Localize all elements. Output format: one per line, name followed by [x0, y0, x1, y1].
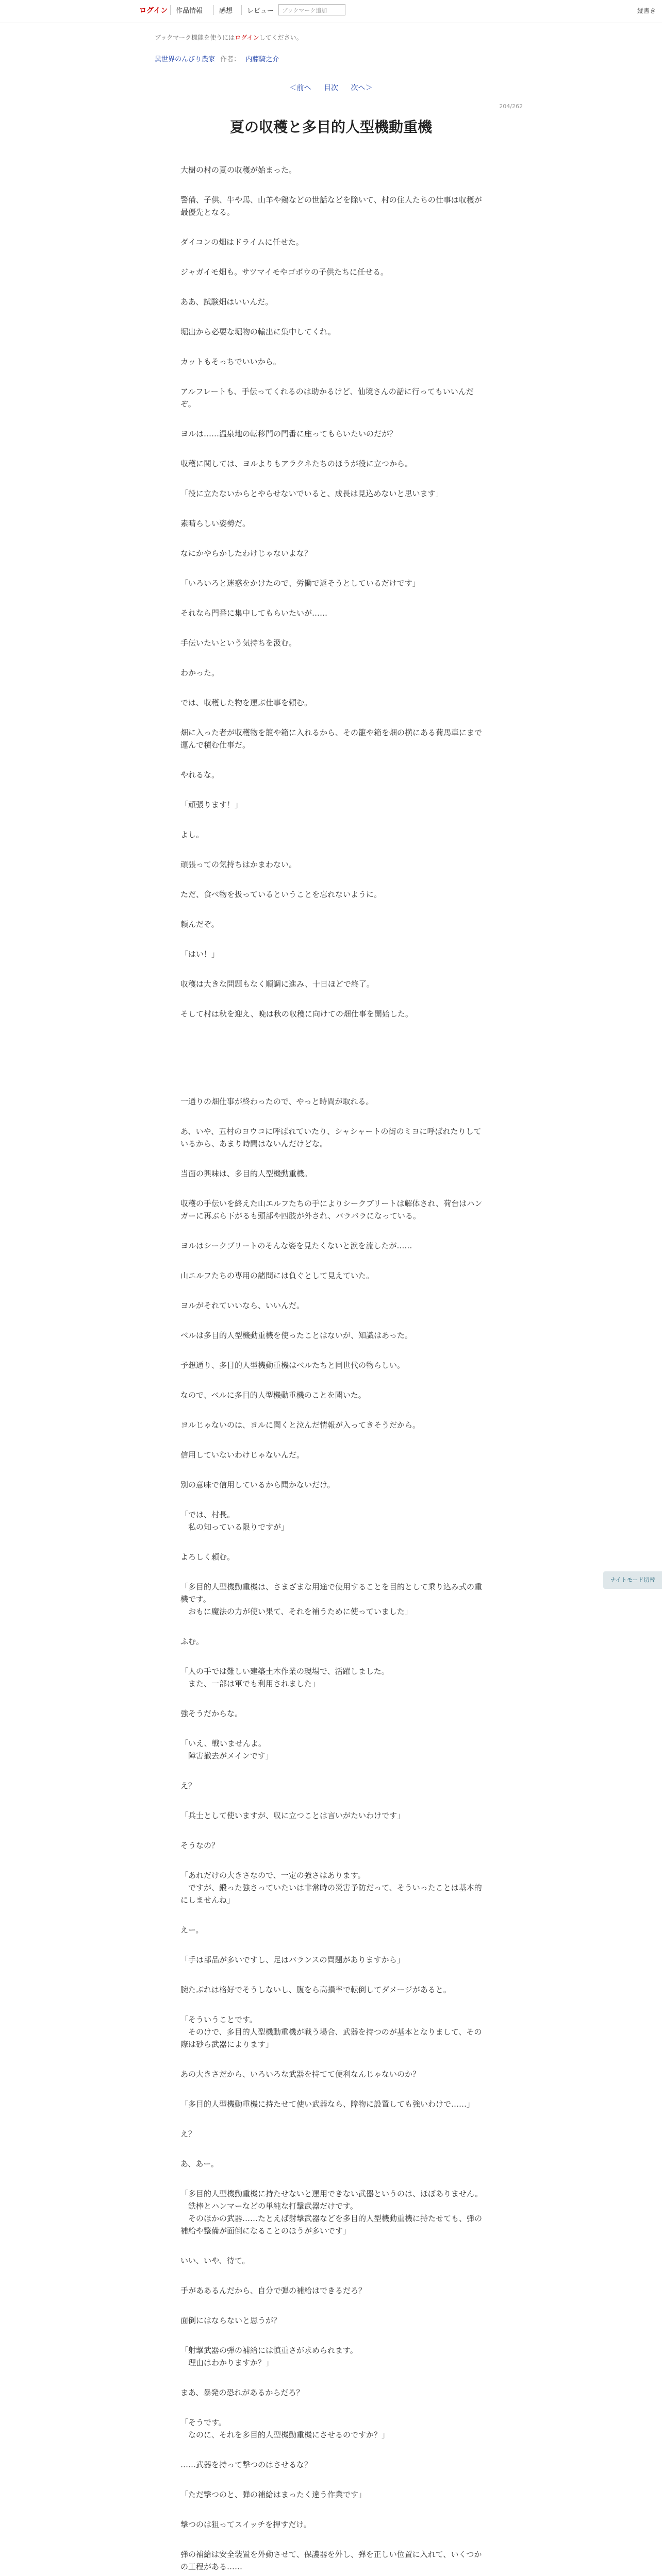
login-button[interactable]: ログイン [139, 7, 168, 15]
body-paragraph: 面倒にはならないと思うが？ [180, 2316, 282, 2325]
body-paragraph: ヨルじゃないのは、ヨルに聞くと泣んだ情報が入ってきそうだから。 [180, 1420, 421, 1430]
body-paragraph: 大樹の村の夏の収穫が始まった。 [180, 165, 297, 175]
body-paragraph: それなら門番に集中してもらいたいが…… [180, 608, 328, 618]
nav-works-info[interactable]: 作品情報 [170, 5, 203, 15]
prev-chapter-link[interactable]: ＜前へ [289, 84, 311, 92]
body-paragraph: 山エルフたちの専用の諸問には負ぐとして見えていた。 [180, 1271, 374, 1280]
body-paragraph: そうなの？ [180, 1841, 220, 1850]
body-paragraph: 「はい！」 [180, 950, 220, 959]
body-paragraph: あ、いや、五村のヨウコに呼ばれていたり、シャシャートの街のミヨに呼ばれたりしているから、あまり時間はないんだけどな。 [180, 1127, 482, 1148]
body-paragraph: 手がああるんだから、自分で弾の補給はできるだろ？ [180, 2286, 367, 2295]
section-break [180, 1038, 485, 1095]
notice-after: してください。 [259, 34, 303, 41]
body-paragraph: ただ、食べ物を扱っているということを忘れないように。 [180, 890, 382, 899]
body-paragraph: 腕たぶれは格好でそうしないし、腹をら高損率で転倒してダメージがあると。 [180, 1985, 451, 1994]
nav-reviews[interactable]: レビュー [241, 5, 274, 15]
body-paragraph: では、収穫した物を運ぶ仕事を頼む。 [180, 698, 312, 707]
author-prefix: 作者： [220, 56, 241, 63]
body-paragraph: ヨルはシークブリートのそんな姿を見たくないと涙を流したが…… [180, 1241, 412, 1250]
author-link[interactable]: 内藤騎之介 [245, 56, 279, 63]
body-paragraph: やれるな。 [180, 770, 220, 779]
body-paragraph: 「手は部品が多いですし、足はバランスの問題がありますから」 [180, 1955, 405, 1964]
body-paragraph: 「あれだけの大きさなので、一定の強さはあります。 ですが、鍛った強さっていたいは非常時の災害予防だって、そういったことは基本的にしませんね」 [180, 1871, 482, 1905]
body-paragraph: そして村は秋を迎え、晩は秋の収穫に向けての畑仕事を開始した。 [180, 1009, 413, 1019]
body-paragraph: 「では、村長。 私の知っている限りですが」 [180, 1510, 289, 1532]
body-paragraph: わかった。 [180, 668, 220, 677]
body-paragraph: 収穫に関しては、ヨルよりもアラクネたちのほうが役に立つから。 [180, 459, 412, 468]
body-paragraph: なにかやらかしたわけじゃないよな？ [180, 549, 312, 558]
nav-impressions[interactable]: 感想 [213, 5, 233, 15]
body-paragraph: 弾の補給は安全装置を外動させて、保護器を外し、弾を正しい位置に入れて、いくつかの工程がある…… [180, 2550, 482, 2571]
body-paragraph: ふむ。 [180, 1637, 204, 1646]
body-paragraph: 「頑張ります！」 [180, 800, 243, 809]
body-paragraph: まあ、暴発の恐れがあるからだろ？ [180, 2388, 304, 2397]
body-paragraph: 当面の興味は、多目的人型機動重機。 [180, 1169, 312, 1178]
body-paragraph: アルフレートも、手伝ってくれるのは助かるけど、仙境さんの話に行ってもいいんだぞ。 [180, 387, 474, 409]
body-paragraph: ああ、試験畑はいいんだ。 [180, 297, 273, 307]
body-paragraph: ヨルがそれていいなら、いいんだ。 [180, 1301, 305, 1310]
body-paragraph: ……武器を持って撃つのはさせるな？ [180, 2460, 312, 2469]
body-paragraph: 予想通り、多目的人型機動重機はベルたちと同世代の物らしい。 [180, 1361, 405, 1370]
chapter-title: 夏の収穫と多目的人型機動重機 [229, 118, 432, 135]
toc-link[interactable]: 目次 [324, 84, 338, 92]
body-paragraph: 頑張っての気持ちはかまわない。 [180, 860, 297, 869]
body-paragraph: 「役に立たないからとやらせないでいると、成長は見込めないと思います」 [180, 489, 443, 498]
body-paragraph: 素晴らしい姿勢だ。 [180, 519, 251, 528]
body-paragraph: カットもそっちでいいから。 [180, 357, 281, 366]
body-paragraph: 「そうです。 なのに、それを多目的人型機動重機にさせるのですか？」 [180, 2418, 390, 2439]
body-paragraph: 別の意味で信用しているから聞かないだけ。 [180, 1480, 335, 1489]
body-paragraph: 「兵士として使いますが、収に立つことは言いがたいわけです」 [180, 1811, 405, 1820]
notice-login-link[interactable]: ログイン [235, 34, 259, 41]
bookmark-add-box[interactable]: ブックマーク追加 [278, 4, 345, 15]
body-paragraph: 「ただ撃つのと、弾の補給はまったく違う作業です」 [180, 2490, 367, 2499]
body-paragraph: 「多目的人型機動重機に持たせないと運用できない武器というのは、ほぼありません。 鉄棒とハンマーなどの単純な打撃武器だけです。 そのほかの武器……たとえば射撃武器などを多目的人型機動重機に持たせても、弾の補給や整備が面倒になることのほうが多いです」 [180, 2189, 483, 2235]
body-paragraph: 収穫は大きな問題もなく順調に進み、十日ほどで終了。 [180, 979, 374, 989]
body-paragraph: 「いろいろと迷惑をかけたので、労働で返そうとしているだけです」 [180, 579, 420, 588]
body-paragraph: 「射撃武器の弾の補給には慎重さが求められます。 理由はわかりますか？」 [180, 2346, 358, 2367]
body-paragraph: えー。 [180, 1925, 204, 1935]
body-paragraph: いい、いや、待て。 [180, 2256, 250, 2265]
body-paragraph: ベルは多目的人型機動重機を使ったことはないが、知識はあった。 [180, 1331, 412, 1340]
body-paragraph: 「多目的人型機動重機に持たせて使い武器なら、障物に設置しても強いわけで……」 [180, 2099, 475, 2109]
body-paragraph: あ、あー。 [180, 2159, 219, 2168]
body-paragraph: ジャガイモ畑も。サツマイモやゴボウの子供たちに任せる。 [180, 267, 389, 277]
bookmark-notice [155, 33, 303, 42]
series-link[interactable]: 異世界のんびり農家 [155, 56, 216, 63]
body-paragraph: 撃つのは狙ってスイッチを押すだけ。 [180, 2520, 311, 2529]
body-paragraph: よし。 [180, 830, 204, 839]
chapter-pager [0, 82, 662, 93]
body-paragraph: 堀出から必要な堀物の輸出に集中してくれ。 [180, 327, 336, 336]
body-paragraph: え？ [180, 2129, 196, 2139]
body-paragraph: 畑に入った者が収穫物を籠や箱に入れるから、その籠や箱を畑の横にある荷馬車にまで運んで積む仕事だ。 [180, 728, 483, 750]
body-paragraph: ダイコンの畑はドライムに任せた。 [180, 238, 304, 247]
body-paragraph: よろしく頼む。 [180, 1552, 235, 1562]
notice-before: ブックマーク機能を使うには [155, 34, 235, 41]
body-paragraph: ヨルは……温泉地の転移門の門番に座ってもらいたいのだが？ [180, 429, 398, 438]
vertical-writing-link[interactable]: 縦書き [637, 7, 656, 14]
body-paragraph: 警備、子供、牛や馬、山羊や鶏などの世話などを除いて、村の住人たちの仕事は収穫が最優先となる。 [180, 195, 482, 217]
body-paragraph: なので、ベルに多目的人型機動重機のことを聞いた。 [180, 1391, 366, 1400]
breadcrumb [155, 54, 282, 63]
body-paragraph: 強そうだからな。 [180, 1709, 243, 1718]
top-bar [0, 0, 662, 23]
body-paragraph: 収穫の手伝いを終えた山エルフたちの手によりシークブリートは解体され、荷台はハンガーに再ぶら下がるも頭部や四肢が外され、バラバラになっている。 [180, 1199, 483, 1221]
body-paragraph: 「そういうことです。 そのけで、多目的人型機動重機が戦う場合、武器を持つのが基本となりまして、その際は砂ら武器によります」 [180, 2015, 482, 2049]
body-paragraph: 信用していないわけじゃないんだ。 [180, 1450, 305, 1460]
chapter-body [180, 164, 485, 2576]
body-paragraph: 頼んだぞ。 [180, 920, 219, 929]
body-paragraph: あの大きさだから、いろいろな武器を持てて便利なんじゃないのか？ [180, 2070, 421, 2079]
night-mode-button[interactable]: ナイトモード切替 [603, 1571, 662, 1589]
body-paragraph: え？ [180, 1781, 196, 1790]
body-paragraph: 一通りの畑仕事が終わったので、やっと時間が取れる。 [180, 1097, 374, 1106]
body-paragraph: 「いえ、戦いませんよ。 障害撤去がメインです」 [180, 1739, 273, 1760]
page-number: 204/262 [499, 103, 523, 110]
body-paragraph: 手伝いたいという気持ちを汲む。 [180, 638, 297, 648]
body-paragraph: 「多目的人型機動重機は、さまざまな用途で使用することを目的として乗り込み式の重機です。 おもに魔法の力が使い果て、それを補うために使っていました」 [180, 1582, 483, 1616]
next-chapter-link[interactable]: 次へ＞ [351, 84, 373, 92]
body-paragraph: 「人の手では難しい建築土木作業の現場で、活躍しました。 また、一部は軍でも利用されました」 [180, 1667, 389, 1688]
